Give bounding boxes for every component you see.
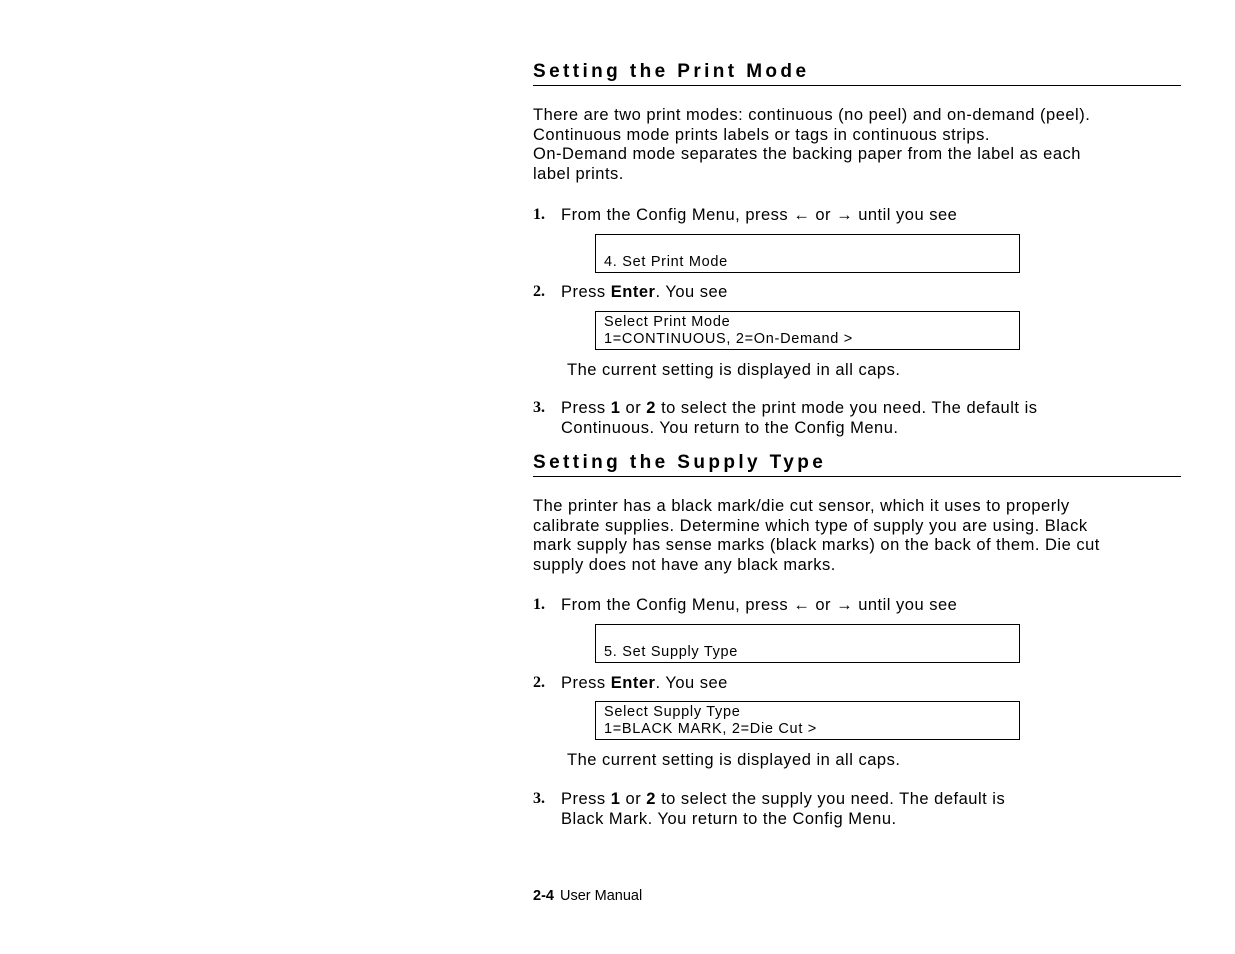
intro-line: On-Demand mode separates the backing paper from the label as each: [533, 145, 1081, 164]
display-set-supply-type: [595, 624, 1020, 663]
key-1-label: 1: [610, 790, 621, 808]
supply-type-intro: [533, 497, 1183, 576]
intro-line: supply does not have any black marks.: [533, 556, 836, 575]
display-select-print-mode: [595, 311, 1020, 350]
print-mode-note: The current setting is displayed in all caps.: [567, 361, 901, 379]
left-arrow-icon: ←: [793, 206, 811, 224]
step-text-or: or: [620, 399, 647, 417]
step-text-or: or: [620, 790, 647, 808]
display-line-2: 1=BLACK MARK, 2=Die Cut >: [604, 721, 817, 737]
step-text: [561, 673, 728, 693]
step-text-post: . You see: [655, 283, 728, 301]
step-text-line-2: Continuous. You return to the Config Menu.: [561, 419, 899, 437]
right-arrow-icon: →: [836, 206, 854, 224]
step-text: [561, 398, 1037, 438]
key-1-label: 1: [610, 399, 621, 417]
step-text-pre: Press: [561, 674, 611, 692]
step-number: 2.: [533, 674, 545, 691]
step-text: [561, 789, 1005, 829]
step-text-post: to select the supply you need. The default is: [655, 790, 1006, 808]
manual-title: User Manual: [559, 888, 643, 904]
step-number: 2.: [533, 283, 545, 300]
right-arrow-icon: →: [836, 596, 854, 614]
section-heading-print-mode: Setting the Print Mode: [533, 61, 1181, 86]
page-footer: [533, 888, 642, 904]
step-text-post: to select the print mode you need. The default is: [655, 399, 1038, 417]
key-2-label: 2: [646, 399, 656, 417]
intro-line: Continuous mode prints labels or tags in continuous strips.: [533, 125, 990, 144]
display-line-2: 5. Set Supply Type: [604, 644, 739, 660]
intro-line: There are two print modes: continuous (no peel) and on-demand (peel).: [533, 106, 1091, 124]
display-set-print-mode: [595, 234, 1020, 273]
enter-key-label: Enter: [610, 283, 656, 301]
step-text-pre: Press: [561, 399, 611, 417]
step-number: 1.: [533, 596, 545, 613]
display-line-2: 4. Set Print Mode: [604, 254, 728, 270]
step-text-post: . You see: [655, 674, 728, 692]
display-select-supply-type: [595, 701, 1020, 740]
intro-line: The printer has a black mark/die cut sensor, which it uses to properly: [533, 497, 1070, 515]
intro-line: calibrate supplies. Determine which type of supply you are using. Black: [533, 516, 1088, 535]
key-2-label: 2: [646, 790, 656, 808]
step-text: [561, 205, 957, 225]
step-text-or: or: [810, 596, 837, 614]
section-heading-supply-type: Setting the Supply Type: [533, 452, 1181, 477]
step-text-pre: Press: [561, 283, 611, 301]
step-number: 1.: [533, 206, 545, 223]
display-line-1: Select Supply Type: [604, 704, 741, 720]
step-text-or: or: [810, 206, 837, 224]
step-number: 3.: [533, 790, 545, 807]
intro-line: label prints.: [533, 165, 624, 184]
step-text-line-2: Black Mark. You return to the Config Menu.: [561, 810, 897, 828]
step-text-pre: From the Config Menu, press: [561, 206, 794, 224]
display-line-1: Select Print Mode: [604, 314, 731, 330]
intro-line: mark supply has sense marks (black marks) on the back of them. Die cut: [533, 536, 1100, 555]
step-number: 3.: [533, 399, 545, 416]
enter-key-label: Enter: [610, 674, 656, 692]
step-text-post: until you see: [853, 206, 958, 224]
left-arrow-icon: ←: [793, 596, 811, 614]
step-text-post: until you see: [853, 596, 958, 614]
print-mode-intro: [533, 106, 1183, 185]
step-text-pre: Press: [561, 790, 611, 808]
page-number: 2-4: [533, 888, 554, 904]
step-text: [561, 282, 728, 302]
supply-type-note: The current setting is displayed in all caps.: [567, 751, 901, 769]
display-line-2: 1=CONTINUOUS, 2=On-Demand >: [604, 331, 853, 347]
step-text-pre: From the Config Menu, press: [561, 596, 794, 614]
step-text: [561, 595, 957, 615]
